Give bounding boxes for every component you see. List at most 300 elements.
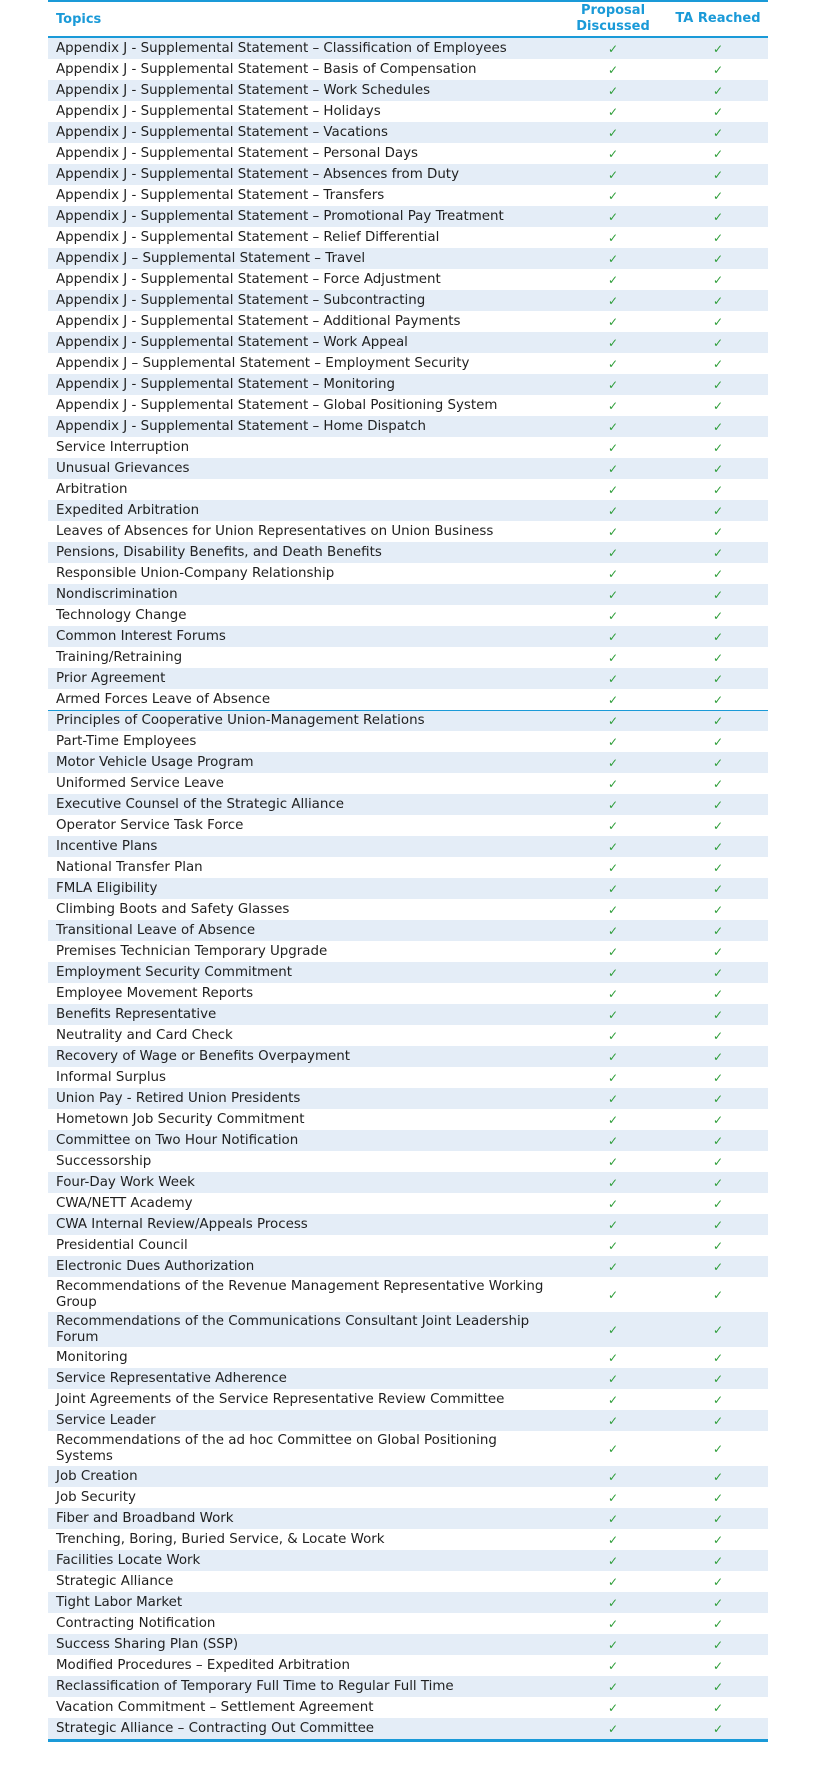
ta-reached-check-icon: ✓ — [712, 1007, 724, 1022]
topic-cell: Vacation Commitment – Settlement Agreement — [56, 1699, 374, 1715]
ta-reached-check-icon: ✓ — [712, 545, 724, 560]
ta-reached-check-icon: ✓ — [712, 986, 724, 1001]
topic-cell: Transitional Leave of Absence — [56, 922, 256, 938]
proposal-discussed-check-icon: ✓ — [607, 839, 619, 854]
table-row — [48, 1487, 768, 1508]
ta-reached-check-icon: ✓ — [712, 419, 724, 434]
table-row — [48, 1571, 768, 1592]
topic-cell: Appendix J - Supplemental Statement – Absences from Duty — [56, 166, 459, 182]
topic-cell: Committee on Two Hour Notification — [56, 1132, 299, 1148]
proposal-discussed-check-icon: ✓ — [607, 923, 619, 938]
ta-reached-check-icon: ✓ — [712, 965, 724, 980]
proposal-discussed-check-icon: ✓ — [607, 335, 619, 350]
ta-reached-check-icon: ✓ — [712, 503, 724, 518]
proposal-discussed-check-icon: ✓ — [607, 797, 619, 812]
proposal-discussed-check-icon: ✓ — [607, 566, 619, 581]
proposal-discussed-check-icon: ✓ — [607, 1154, 619, 1169]
topic-cell: Common Interest Forums — [56, 628, 226, 644]
topic-cell: Recommendations of the Communications Consultant Joint Leadership Forum — [56, 1313, 530, 1345]
proposal-discussed-check-icon: ✓ — [607, 1441, 619, 1456]
ta-reached-check-icon: ✓ — [712, 125, 724, 140]
proposal-discussed-check-icon: ✓ — [607, 1287, 619, 1302]
proposal-discussed-check-icon: ✓ — [607, 230, 619, 245]
ta-reached-check-icon: ✓ — [712, 1070, 724, 1085]
topic-cell: Technology Change — [56, 607, 187, 623]
proposal-discussed-check-icon: ✓ — [607, 545, 619, 560]
topic-cell: Fiber and Broadband Work — [56, 1510, 234, 1526]
table-row — [48, 248, 768, 269]
ta-reached-check-icon: ✓ — [712, 356, 724, 371]
topic-cell: Operator Service Task Force — [56, 817, 244, 833]
proposal-discussed-check-icon: ✓ — [607, 1532, 619, 1547]
proposal-discussed-check-icon: ✓ — [607, 62, 619, 77]
proposal-discussed-check-icon: ✓ — [607, 1392, 619, 1407]
proposal-discussed-check-icon: ✓ — [607, 1469, 619, 1484]
table-row — [48, 101, 768, 122]
ta-reached-check-icon: ✓ — [712, 1133, 724, 1148]
table-row — [48, 962, 768, 983]
ta-reached-check-icon: ✓ — [712, 398, 724, 413]
table-row — [48, 1697, 768, 1718]
ta-reached-check-icon: ✓ — [712, 1413, 724, 1428]
ta-reached-check-icon: ✓ — [712, 272, 724, 287]
ta-reached-check-icon: ✓ — [712, 587, 724, 602]
proposal-discussed-check-icon: ✓ — [607, 1091, 619, 1106]
topic-cell: Recommendations of the ad hoc Committee on Global Positioning Systems — [56, 1432, 497, 1464]
ta-reached-check-icon: ✓ — [712, 524, 724, 539]
ta-reached-check-icon: ✓ — [712, 1350, 724, 1365]
proposal-discussed-check-icon: ✓ — [607, 1259, 619, 1274]
topic-cell: Prior Agreement — [56, 670, 166, 686]
table-row — [48, 1676, 768, 1697]
ta-reached-check-icon: ✓ — [712, 1175, 724, 1190]
ta-reached-check-icon: ✓ — [712, 755, 724, 770]
proposal-discussed-check-icon: ✓ — [607, 755, 619, 770]
ta-reached-check-icon: ✓ — [712, 1469, 724, 1484]
ta-reached-check-icon: ✓ — [712, 1721, 724, 1736]
table-row — [48, 1508, 768, 1529]
proposal-discussed-check-icon: ✓ — [607, 776, 619, 791]
table-row — [48, 416, 768, 437]
proposal-discussed-check-icon: ✓ — [607, 125, 619, 140]
header-proposal-discussed — [558, 2, 668, 36]
proposal-discussed-check-icon: ✓ — [607, 734, 619, 749]
table-row — [48, 1256, 768, 1277]
table-row — [48, 1025, 768, 1046]
topic-cell: Successorship — [56, 1153, 152, 1169]
proposal-discussed-check-icon: ✓ — [607, 1007, 619, 1022]
topic-cell: Informal Surplus — [56, 1069, 167, 1085]
table-row — [48, 1067, 768, 1088]
ta-reached-check-icon: ✓ — [712, 377, 724, 392]
table-row — [48, 227, 768, 248]
proposal-discussed-check-icon: ✓ — [607, 629, 619, 644]
table-row — [48, 479, 768, 500]
ta-reached-check-icon: ✓ — [712, 1322, 724, 1337]
proposal-discussed-check-icon: ✓ — [607, 1196, 619, 1211]
proposal-discussed-check-icon: ✓ — [607, 104, 619, 119]
topic-cell: CWA/NETT Academy — [56, 1195, 193, 1211]
ta-reached-check-icon: ✓ — [712, 1700, 724, 1715]
ta-reached-check-icon: ✓ — [712, 83, 724, 98]
topic-cell: National Transfer Plan — [56, 859, 203, 875]
table-row — [48, 899, 768, 920]
table-row — [48, 1431, 768, 1466]
proposal-discussed-check-icon: ✓ — [607, 524, 619, 539]
topic-cell: Appendix J – Supplemental Statement – Travel — [56, 250, 366, 266]
topic-cell: Arbitration — [56, 481, 128, 497]
proposal-discussed-check-icon: ✓ — [607, 1350, 619, 1365]
table-row — [48, 1410, 768, 1431]
table-row — [48, 626, 768, 647]
ta-reached-check-icon: ✓ — [712, 1511, 724, 1526]
topic-cell: Part-Time Employees — [56, 733, 197, 749]
table-row — [48, 164, 768, 185]
table-row — [48, 1004, 768, 1025]
proposal-discussed-check-icon: ✓ — [607, 1637, 619, 1652]
topic-cell: Recommendations of the Revenue Management Representative Working Group — [56, 1278, 544, 1310]
table-body — [48, 38, 768, 1739]
ta-reached-check-icon: ✓ — [712, 188, 724, 203]
table-row — [48, 773, 768, 794]
proposal-discussed-check-icon: ✓ — [607, 314, 619, 329]
ta-reached-check-icon: ✓ — [712, 1532, 724, 1547]
ta-reached-check-icon: ✓ — [712, 230, 724, 245]
table-row — [48, 605, 768, 626]
ta-reached-check-icon: ✓ — [712, 314, 724, 329]
ta-reached-check-icon: ✓ — [712, 335, 724, 350]
topic-cell: Appendix J - Supplemental Statement – Transfers — [56, 187, 385, 203]
topic-cell: Training/Retraining — [56, 649, 183, 665]
topic-cell: Strategic Alliance – Contracting Out Committee — [56, 1720, 375, 1736]
proposal-discussed-check-icon: ✓ — [607, 167, 619, 182]
table-row — [48, 941, 768, 962]
topic-cell: Neutrality and Card Check — [56, 1027, 233, 1043]
ta-reached-check-icon: ✓ — [712, 1217, 724, 1232]
topics-table — [48, 0, 768, 1742]
table-row — [48, 143, 768, 164]
topic-cell: Job Creation — [56, 1468, 138, 1484]
table-row — [48, 521, 768, 542]
proposal-discussed-check-icon: ✓ — [607, 1700, 619, 1715]
topic-cell: Climbing Boots and Safety Glasses — [56, 901, 290, 917]
table-row — [48, 395, 768, 416]
ta-reached-check-icon: ✓ — [712, 797, 724, 812]
proposal-discussed-check-icon: ✓ — [607, 1511, 619, 1526]
topic-cell: Electronic Dues Authorization — [56, 1258, 255, 1274]
proposal-discussed-check-icon: ✓ — [607, 356, 619, 371]
proposal-discussed-check-icon: ✓ — [607, 398, 619, 413]
table-row — [48, 752, 768, 773]
topic-cell: Appendix J - Supplemental Statement – Subcontracting — [56, 292, 426, 308]
topic-cell: Appendix J - Supplemental Statement – Work Schedules — [56, 82, 431, 98]
table-row — [48, 1109, 768, 1130]
proposal-discussed-check-icon: ✓ — [607, 293, 619, 308]
table-row — [48, 1088, 768, 1109]
topic-cell: Appendix J - Supplemental Statement – Work Appeal — [56, 334, 408, 350]
proposal-discussed-check-icon: ✓ — [607, 881, 619, 896]
topic-cell: Unusual Grievances — [56, 460, 190, 476]
proposal-discussed-check-icon: ✓ — [607, 1217, 619, 1232]
ta-reached-check-icon: ✓ — [712, 440, 724, 455]
table-row — [48, 647, 768, 668]
ta-reached-check-icon: ✓ — [712, 566, 724, 581]
proposal-discussed-check-icon: ✓ — [607, 209, 619, 224]
proposal-discussed-check-icon: ✓ — [607, 1574, 619, 1589]
ta-reached-check-icon: ✓ — [712, 608, 724, 623]
ta-reached-check-icon: ✓ — [712, 776, 724, 791]
topic-cell: Job Security — [56, 1489, 136, 1505]
topic-cell: Facilities Locate Work — [56, 1552, 201, 1568]
topic-cell: Presidential Council — [56, 1237, 188, 1253]
ta-reached-check-icon: ✓ — [712, 1658, 724, 1673]
topic-cell: Responsible Union-Company Relationship — [56, 565, 335, 581]
proposal-discussed-check-icon: ✓ — [607, 1238, 619, 1253]
table-row — [48, 836, 768, 857]
topic-cell: Service Leader — [56, 1412, 156, 1428]
ta-reached-check-icon: ✓ — [712, 146, 724, 161]
topic-cell: Appendix J - Supplemental Statement – Monitoring — [56, 376, 396, 392]
table-row — [48, 374, 768, 395]
table-row — [48, 1368, 768, 1389]
proposal-discussed-check-icon: ✓ — [607, 251, 619, 266]
table-row — [48, 584, 768, 605]
table-row — [48, 563, 768, 584]
header-proposal-line1: Proposal — [580, 3, 646, 18]
table-row — [48, 1529, 768, 1550]
header-ta-reached: TA Reached — [675, 11, 761, 26]
topic-cell: Pensions, Disability Benefits, and Death Benefits — [56, 544, 382, 560]
ta-reached-check-icon: ✓ — [712, 1392, 724, 1407]
ta-reached-check-icon: ✓ — [712, 461, 724, 476]
ta-reached-check-icon: ✓ — [712, 62, 724, 77]
topic-cell: FMLA Eligibility — [56, 880, 158, 896]
proposal-discussed-check-icon: ✓ — [607, 1721, 619, 1736]
header-topics: Topics — [56, 11, 102, 27]
topic-cell: Appendix J - Supplemental Statement – Vacations — [56, 124, 388, 140]
table-row — [48, 59, 768, 80]
proposal-discussed-check-icon: ✓ — [607, 1028, 619, 1043]
proposal-discussed-check-icon: ✓ — [607, 818, 619, 833]
proposal-discussed-check-icon: ✓ — [607, 146, 619, 161]
ta-reached-check-icon: ✓ — [712, 104, 724, 119]
topic-cell: Uniformed Service Leave — [56, 775, 224, 791]
proposal-discussed-check-icon: ✓ — [607, 1049, 619, 1064]
table-row — [48, 1235, 768, 1256]
topic-cell: Appendix J - Supplemental Statement – Force Adjustment — [56, 271, 441, 287]
table-row — [48, 1613, 768, 1634]
topic-cell: Appendix J - Supplemental Statement – Classification of Employees — [56, 40, 507, 56]
proposal-discussed-check-icon: ✓ — [607, 608, 619, 623]
ta-reached-check-icon: ✓ — [712, 41, 724, 56]
topic-cell: Union Pay - Retired Union Presidents — [56, 1090, 301, 1106]
topic-cell: CWA Internal Review/Appeals Process — [56, 1216, 308, 1232]
table-row — [48, 80, 768, 101]
ta-reached-check-icon: ✓ — [712, 860, 724, 875]
ta-reached-check-icon: ✓ — [712, 692, 724, 707]
table-row — [48, 983, 768, 1004]
ta-reached-check-icon: ✓ — [712, 1679, 724, 1694]
table-row — [48, 731, 768, 752]
proposal-discussed-check-icon: ✓ — [607, 1070, 619, 1085]
proposal-discussed-check-icon: ✓ — [607, 482, 619, 497]
topic-cell: Armed Forces Leave of Absence — [56, 691, 271, 707]
ta-reached-check-icon: ✓ — [712, 1112, 724, 1127]
proposal-discussed-check-icon: ✓ — [607, 1553, 619, 1568]
table-row — [48, 353, 768, 374]
ta-reached-check-icon: ✓ — [712, 902, 724, 917]
table-row — [48, 122, 768, 143]
proposal-discussed-check-icon: ✓ — [607, 188, 619, 203]
proposal-discussed-check-icon: ✓ — [607, 419, 619, 434]
table-row — [48, 794, 768, 815]
ta-reached-check-icon: ✓ — [712, 293, 724, 308]
proposal-discussed-check-icon: ✓ — [607, 1175, 619, 1190]
ta-reached-check-icon: ✓ — [712, 1238, 724, 1253]
table-row — [48, 689, 768, 710]
ta-reached-check-icon: ✓ — [712, 1154, 724, 1169]
table-row — [48, 1347, 768, 1368]
ta-reached-check-icon: ✓ — [712, 671, 724, 686]
proposal-discussed-check-icon: ✓ — [607, 1112, 619, 1127]
topic-cell: Appendix J - Supplemental Statement – Global Positioning System — [56, 397, 498, 413]
table-row — [48, 1634, 768, 1655]
table-row — [48, 542, 768, 563]
table-row — [48, 1389, 768, 1410]
ta-reached-check-icon: ✓ — [712, 167, 724, 182]
proposal-discussed-check-icon: ✓ — [607, 1413, 619, 1428]
topic-cell: Appendix J - Supplemental Statement – Holidays — [56, 103, 381, 119]
table-row — [48, 269, 768, 290]
proposal-discussed-check-icon: ✓ — [607, 1616, 619, 1631]
ta-reached-check-icon: ✓ — [712, 1287, 724, 1302]
proposal-discussed-check-icon: ✓ — [607, 1133, 619, 1148]
topic-cell: Modified Procedures – Expedited Arbitration — [56, 1657, 350, 1673]
topic-cell: Expedited Arbitration — [56, 502, 200, 518]
table-row — [48, 1214, 768, 1235]
table-row — [48, 290, 768, 311]
ta-reached-check-icon: ✓ — [712, 881, 724, 896]
topic-cell: Appendix J - Supplemental Statement – Personal Days — [56, 145, 418, 161]
topic-cell: Monitoring — [56, 1349, 128, 1365]
topic-cell: Tight Labor Market — [56, 1594, 183, 1610]
ta-reached-check-icon: ✓ — [712, 1490, 724, 1505]
ta-reached-check-icon: ✓ — [712, 818, 724, 833]
topic-cell: Incentive Plans — [56, 838, 158, 854]
proposal-discussed-check-icon: ✓ — [607, 714, 619, 728]
proposal-discussed-check-icon: ✓ — [607, 1490, 619, 1505]
topic-cell: Premises Technician Temporary Upgrade — [56, 943, 328, 959]
proposal-discussed-check-icon: ✓ — [607, 1322, 619, 1337]
proposal-discussed-check-icon: ✓ — [607, 461, 619, 476]
ta-reached-check-icon: ✓ — [712, 1028, 724, 1043]
topic-cell: Appendix J - Supplemental Statement – Relief Differential — [56, 229, 440, 245]
proposal-discussed-check-icon: ✓ — [607, 587, 619, 602]
proposal-discussed-check-icon: ✓ — [607, 1595, 619, 1610]
table-row — [48, 500, 768, 521]
proposal-discussed-check-icon: ✓ — [607, 503, 619, 518]
table-row — [48, 206, 768, 227]
topic-cell: Reclassification of Temporary Full Time to Regular Full Time — [56, 1678, 454, 1694]
ta-reached-check-icon: ✓ — [712, 251, 724, 266]
proposal-discussed-check-icon: ✓ — [607, 692, 619, 707]
table-row — [48, 668, 768, 689]
table-row — [48, 311, 768, 332]
topic-cell: Service Interruption — [56, 439, 190, 455]
table-bottom-border — [48, 1739, 768, 1742]
topic-cell: Employment Security Commitment — [56, 964, 292, 980]
proposal-discussed-check-icon: ✓ — [607, 1679, 619, 1694]
table-row — [48, 710, 768, 731]
table-row — [48, 437, 768, 458]
table-row — [48, 1466, 768, 1487]
table-row — [48, 1130, 768, 1151]
topic-cell: Appendix J – Supplemental Statement – Employment Security — [56, 355, 470, 371]
ta-reached-check-icon: ✓ — [712, 1553, 724, 1568]
topic-cell: Benefits Representative — [56, 1006, 217, 1022]
table-row — [48, 920, 768, 941]
ta-reached-check-icon: ✓ — [712, 1049, 724, 1064]
table-row — [48, 1193, 768, 1214]
proposal-discussed-check-icon: ✓ — [607, 965, 619, 980]
table-header — [48, 2, 768, 38]
ta-reached-check-icon: ✓ — [712, 209, 724, 224]
ta-reached-check-icon: ✓ — [712, 1196, 724, 1211]
table-row — [48, 38, 768, 59]
proposal-discussed-check-icon: ✓ — [607, 944, 619, 959]
ta-reached-check-icon: ✓ — [712, 482, 724, 497]
table-row — [48, 332, 768, 353]
proposal-discussed-check-icon: ✓ — [607, 41, 619, 56]
ta-reached-check-icon: ✓ — [712, 923, 724, 938]
topic-cell: Joint Agreements of the Service Representative Review Committee — [56, 1391, 505, 1407]
table-row — [48, 1277, 768, 1312]
topic-cell: Appendix J - Supplemental Statement – Additional Payments — [56, 313, 461, 329]
table-row — [48, 1655, 768, 1676]
ta-reached-check-icon: ✓ — [712, 1371, 724, 1386]
topic-cell: Executive Counsel of the Strategic Alliance — [56, 796, 344, 812]
proposal-discussed-check-icon: ✓ — [607, 83, 619, 98]
ta-reached-check-icon: ✓ — [712, 650, 724, 665]
ta-reached-check-icon: ✓ — [712, 1091, 724, 1106]
ta-reached-check-icon: ✓ — [712, 629, 724, 644]
proposal-discussed-check-icon: ✓ — [607, 1371, 619, 1386]
ta-reached-check-icon: ✓ — [712, 714, 724, 728]
topic-cell: Leaves of Absences for Union Representatives on Union Business — [56, 523, 494, 539]
proposal-discussed-check-icon: ✓ — [607, 377, 619, 392]
table-row — [48, 1046, 768, 1067]
proposal-discussed-check-icon: ✓ — [607, 671, 619, 686]
ta-reached-check-icon: ✓ — [712, 734, 724, 749]
table-row — [48, 185, 768, 206]
proposal-discussed-check-icon: ✓ — [607, 440, 619, 455]
topic-cell: Success Sharing Plan (SSP) — [56, 1636, 239, 1652]
topic-cell: Trenching, Boring, Buried Service, & Locate Work — [56, 1531, 385, 1547]
topic-cell: Nondiscrimination — [56, 586, 178, 602]
topic-cell: Motor Vehicle Usage Program — [56, 754, 254, 770]
topic-cell: Service Representative Adherence — [56, 1370, 287, 1386]
topic-cell: Appendix J - Supplemental Statement – Home Dispatch — [56, 418, 427, 434]
table-row — [48, 1151, 768, 1172]
proposal-discussed-check-icon: ✓ — [607, 650, 619, 665]
topic-cell: Appendix J - Supplemental Statement – Basis of Compensation — [56, 61, 477, 77]
ta-reached-check-icon: ✓ — [712, 839, 724, 854]
header-proposal-line2: Discussed — [576, 19, 650, 34]
topic-cell: Principles of Cooperative Union-Management Relations — [56, 713, 425, 728]
topic-cell: Recovery of Wage or Benefits Overpayment — [56, 1048, 350, 1064]
topic-cell: Strategic Alliance — [56, 1573, 174, 1589]
proposal-discussed-check-icon: ✓ — [607, 986, 619, 1001]
